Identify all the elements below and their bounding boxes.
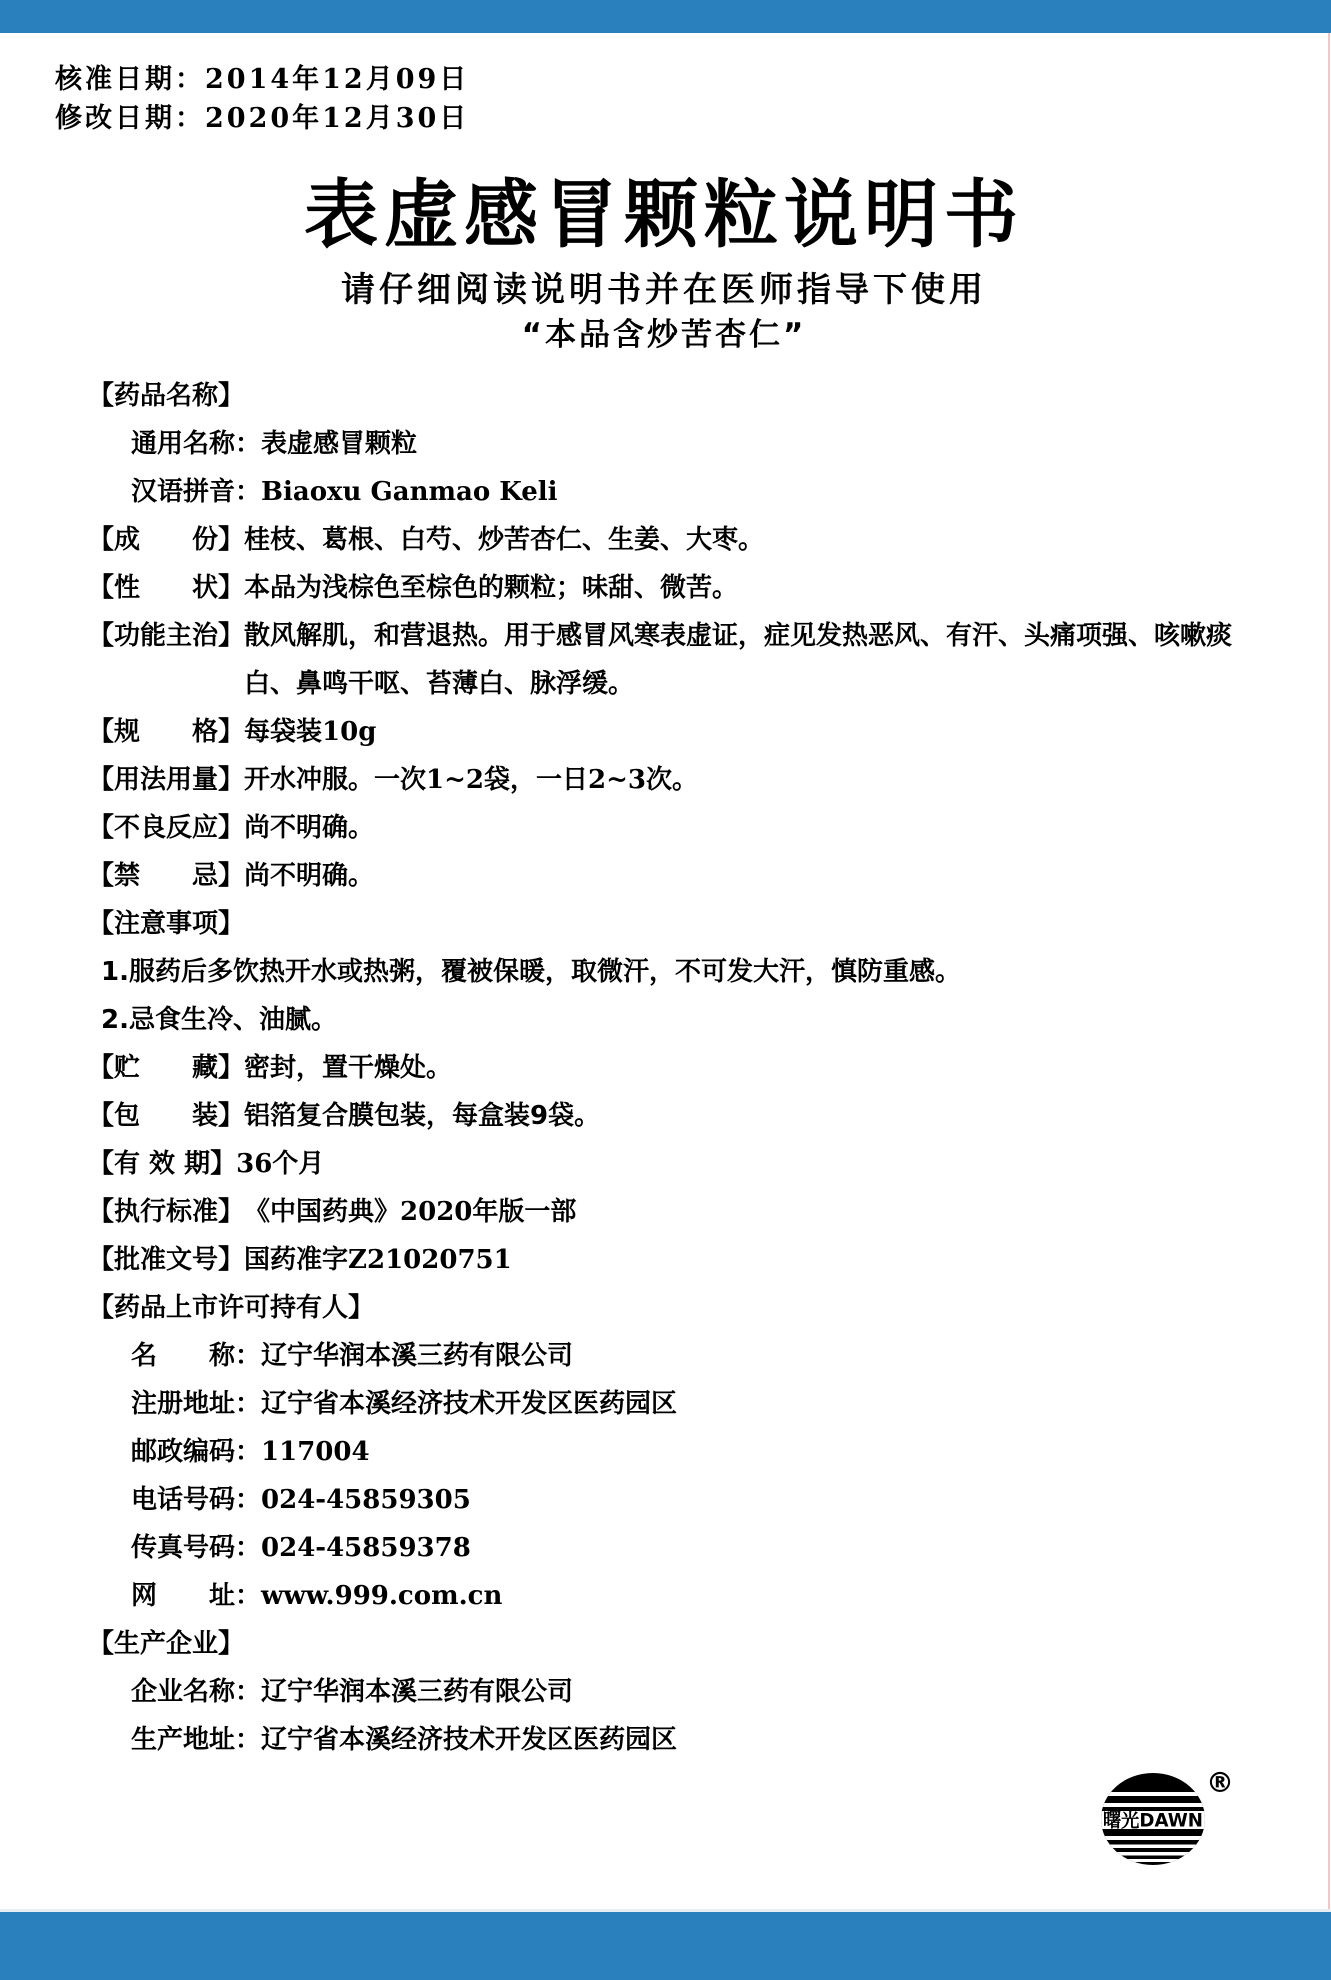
phone-label: 电话号码：: [131, 1485, 262, 1515]
ingredients-value: 桂枝、葛根、白芍、炒苦杏仁、生姜、大枣。: [244, 525, 765, 555]
row-ingredients: [55, 516, 1273, 564]
row-company-name: [55, 1668, 1273, 1716]
company-name-value: 辽宁华润本溪三药有限公司: [261, 1677, 574, 1707]
row-adverse-reactions: [55, 804, 1273, 852]
section-precautions: [55, 900, 1273, 948]
row-precaution-2: [55, 996, 1273, 1044]
row-pinyin: [55, 468, 1273, 516]
precaution-2-text: 2.忌食生冷、油腻。: [101, 1005, 337, 1035]
section-drug-name-label: 【药品名称】: [88, 381, 245, 411]
specification-value: 每袋装10g: [244, 717, 377, 747]
row-storage: [55, 1044, 1273, 1092]
functions-value: 散风解肌，和营退热。用于感冒风寒表虚证，症见发热恶风、有汗、头痛项强、咳嗽痰白、鼻鸣干呕、苔薄白、脉浮缓。: [244, 621, 1233, 699]
warning-quote: “本品含炒苦杏仁”: [521, 317, 807, 353]
registered-trademark-icon: ®: [1206, 1770, 1234, 1799]
approval-date-value: 2014年12月09日: [205, 64, 470, 95]
usage-dosage-label: 【用法用量】: [88, 765, 245, 795]
precaution-1-text: 1.服药后多饮热开水或热粥，覆被保暖，取微汗，不可发大汗，慎防重感。: [101, 957, 961, 987]
mah-reg-address-value: 辽宁省本溪经济技术开发区医药园区: [261, 1389, 678, 1419]
validity-label: 【有 效 期】: [88, 1149, 237, 1179]
top-blue-bar: [0, 0, 1331, 33]
production-address-value: 辽宁省本溪经济技术开发区医药园区: [261, 1725, 678, 1755]
section-precautions-label: 【注意事项】: [88, 909, 245, 939]
package-value: 铝箔复合膜包装，每盒装9袋。: [244, 1101, 601, 1131]
row-validity: [55, 1140, 1273, 1188]
row-approval-number: [55, 1236, 1273, 1284]
revision-date-label: 修改日期：: [55, 103, 205, 134]
specification-label: 【规 格】: [88, 717, 245, 747]
approval-number-value: 国药准字Z21020751: [244, 1245, 512, 1275]
row-package: [55, 1092, 1273, 1140]
contraindications-label: 【禁 忌】: [88, 861, 245, 891]
row-character: [55, 564, 1273, 612]
validity-value: 36个月: [236, 1149, 325, 1179]
leaflet-content: [55, 60, 1273, 1764]
storage-value: 密封，置干燥处。: [244, 1053, 453, 1083]
mah-name-value: 辽宁华润本溪三药有限公司: [261, 1341, 574, 1371]
row-generic-name: [55, 420, 1273, 468]
website-label: 网 址：: [131, 1581, 262, 1611]
row-postcode: [55, 1428, 1273, 1476]
section-drug-name: [55, 372, 1273, 420]
storage-label: 【贮 藏】: [88, 1053, 245, 1083]
section-mah-label: 【药品上市许可持有人】: [88, 1293, 375, 1323]
dawn-brand-logo-icon: [1100, 1770, 1234, 1870]
section-mah: [55, 1284, 1273, 1332]
generic-name-label: 通用名称：: [131, 429, 262, 459]
character-label: 【性 状】: [88, 573, 245, 603]
approval-date-row: [55, 60, 1273, 99]
approval-date-label: 核准日期：: [55, 64, 205, 95]
standard-value: 《中国药典》2020年版一部: [244, 1197, 577, 1227]
website-value: www.999.com.cn: [261, 1581, 503, 1611]
pinyin-label: 汉语拼音：: [131, 477, 262, 507]
character-value: 本品为浅棕色至棕色的颗粒；味甜、微苦。: [244, 573, 739, 603]
mah-name-label: 名 称：: [131, 1341, 262, 1371]
row-mah-reg-address: [55, 1380, 1273, 1428]
adverse-reactions-label: 【不良反应】: [88, 813, 245, 843]
usage-dosage-value: 开水冲服。一次1~2袋，一日2~3次。: [244, 765, 698, 795]
row-specification: [55, 708, 1273, 756]
row-functions: [55, 612, 1273, 708]
row-precaution-1: [55, 948, 1273, 996]
section-manufacturer-label: 【生产企业】: [88, 1629, 245, 1659]
page-subtitle: 请仔细阅读说明书并在医师指导下使用: [341, 270, 987, 310]
section-manufacturer: [55, 1620, 1273, 1668]
row-fax: [55, 1524, 1273, 1572]
contraindications-value: 尚不明确。: [244, 861, 375, 891]
right-edge-crop-mark: [1328, 33, 1330, 1912]
pinyin-value: Biaoxu Ganmao Keli: [261, 477, 558, 507]
fax-label: 传真号码：: [131, 1533, 262, 1563]
row-mah-name: [55, 1332, 1273, 1380]
row-contraindications: [55, 852, 1273, 900]
page-title: 表虚感冒颗粒说明书: [304, 172, 1024, 258]
row-phone: [55, 1476, 1273, 1524]
row-standard: [55, 1188, 1273, 1236]
fax-value: 024-45859378: [261, 1533, 471, 1563]
postcode-label: 邮政编码：: [131, 1437, 262, 1467]
row-production-address: [55, 1716, 1273, 1764]
leaflet-body: [55, 372, 1273, 1764]
revision-date-value: 2020年12月30日: [205, 103, 470, 134]
approval-number-label: 【批准文号】: [88, 1245, 245, 1275]
functions-label: 【功能主治】: [88, 621, 245, 651]
adverse-reactions-value: 尚不明确。: [244, 813, 375, 843]
standard-label: 【执行标准】: [88, 1197, 245, 1227]
postcode-value: 117004: [261, 1437, 370, 1467]
package-label: 【包 装】: [88, 1101, 245, 1131]
row-usage-dosage: [55, 756, 1273, 804]
revision-date-row: [55, 99, 1273, 138]
production-address-label: 生产地址：: [131, 1725, 262, 1755]
company-name-label: 企业名称：: [131, 1677, 262, 1707]
mah-reg-address-label: 注册地址：: [131, 1389, 262, 1419]
bottom-blue-bar: [0, 1912, 1331, 1980]
generic-name-value: 表虚感冒颗粒: [261, 429, 418, 459]
row-website: [55, 1572, 1273, 1620]
phone-value: 024-45859305: [261, 1485, 471, 1515]
logo-brand-text: 曙光DAWN: [1103, 1809, 1208, 1832]
ingredients-label: 【成 份】: [88, 525, 245, 555]
